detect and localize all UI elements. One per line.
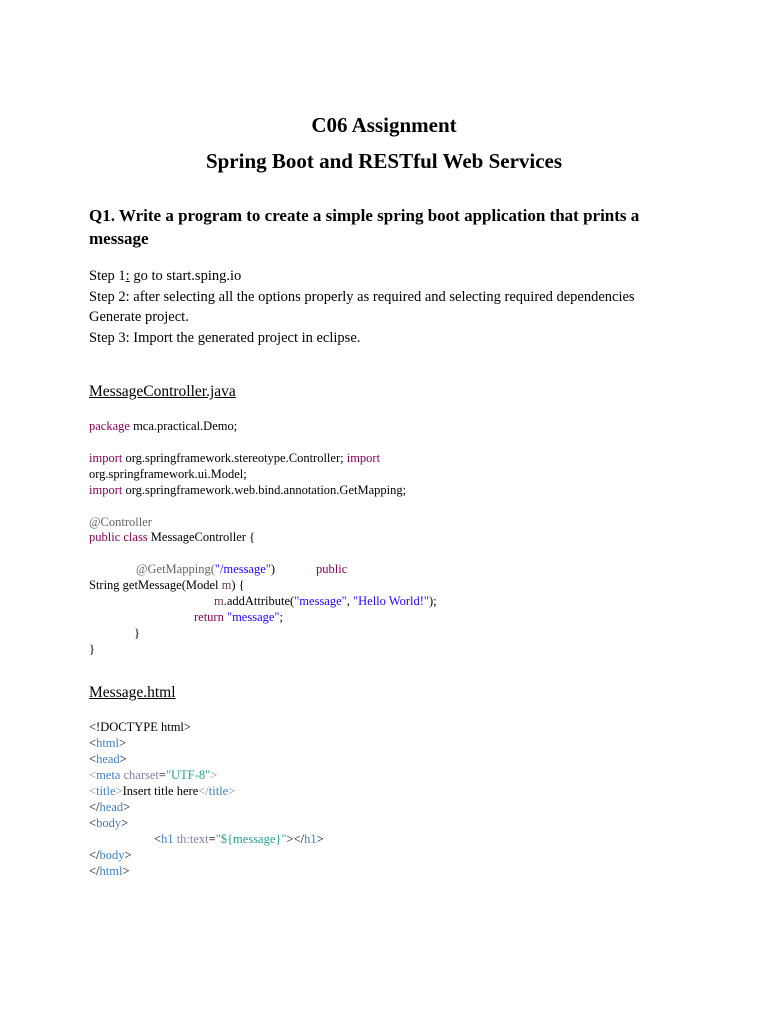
- step-1-colon: :: [125, 268, 130, 284]
- html-file-heading: Message.html: [89, 684, 176, 701]
- code-line: String getMessage(Model m) {: [89, 578, 245, 592]
- code-line: @Controller: [89, 515, 152, 529]
- code-line: return "message";: [194, 610, 284, 624]
- code-line: <title>Insert title here</title>: [89, 784, 236, 798]
- code-line: m.addAttribute("message", "Hello World!");: [214, 594, 437, 608]
- code-line: </head>: [89, 800, 131, 814]
- code-line: <head>: [89, 752, 127, 766]
- code-line: </html>: [89, 864, 130, 878]
- document-title: C06 Assignment: [311, 113, 457, 137]
- step-1-text: go to start.sping.io: [129, 268, 242, 284]
- step-1: [89, 266, 709, 287]
- code-line: <h1 th:text="${message}"></h1>: [154, 832, 324, 846]
- step-2-continued: Generate project.: [89, 309, 189, 325]
- question-heading: Q1. Write a program to create a simple spring boot application that prints a message: [89, 206, 640, 248]
- code-line: import org.springframework.stereotype.Controller; import: [89, 451, 381, 465]
- code-line: import org.springframework.web.bind.annotation.GetMapping;: [89, 483, 407, 497]
- code-line: public class MessageController {: [89, 530, 256, 544]
- java-file-heading: MessageController.java: [89, 383, 236, 400]
- code-line: <meta charset="UTF-8">: [89, 768, 218, 782]
- steps-list: [89, 266, 709, 348]
- code-line: @GetMapping("/message"): [136, 562, 276, 576]
- code-line: <html>: [89, 736, 127, 750]
- code-line: package mca.practical.Demo;: [89, 419, 238, 433]
- code-line: org.springframework.ui.Model;: [89, 467, 247, 481]
- code-line: </body>: [89, 848, 132, 862]
- step-1-label: Step 1: [89, 268, 126, 284]
- code-line: }: [134, 626, 140, 640]
- step-2: Step 2: after selecting all the options properly as required and selecting required dependencies: [89, 288, 635, 305]
- code-line: }: [89, 642, 95, 656]
- step-3: Step 3: Import the generated project in eclipse.: [89, 329, 361, 346]
- code-line: <body>: [89, 816, 129, 830]
- document-subtitle: Spring Boot and RESTful Web Services: [205, 149, 563, 173]
- code-line: <!DOCTYPE html>: [89, 720, 191, 734]
- code-line: public: [316, 562, 348, 576]
